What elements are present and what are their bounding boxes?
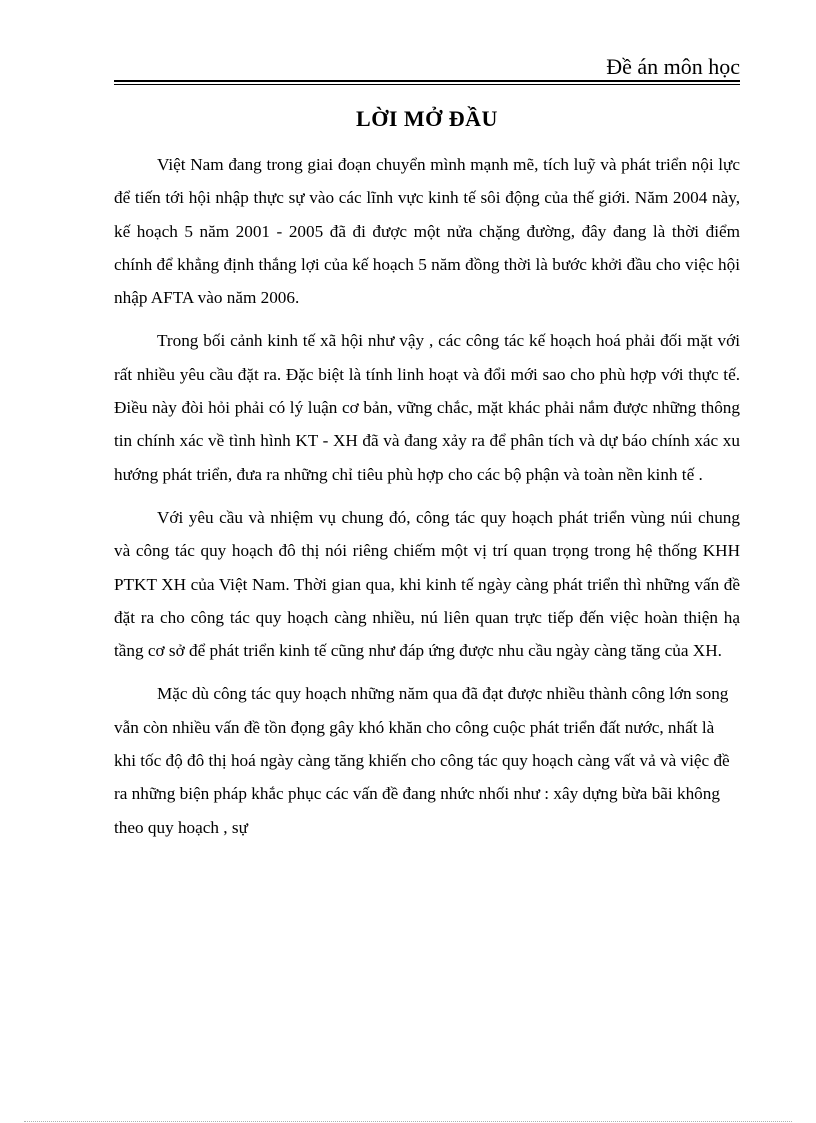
paragraph-2: Trong bối cảnh kinh tế xã hội như vậy , các công tác kế hoạch hoá phải đối mặt với rất nhiều yêu cầu đặt ra. Đặc biệt là tính linh hoạt và đổi mới sao cho phù hợp với thực tế. Điều này đòi hỏi phải có lý luận cơ bản, vững chắc, mặt khác phải nắm được những thông tin chính xác về tình hình KT - XH đã và đang xảy ra để phân tích và dự báo chính xác xu hướng phát triển, đưa ra những chỉ tiêu phù hợp cho các bộ phận và toàn nền kinh tế . <box>114 331 740 484</box>
paragraph-4: Mặc dù công tác quy hoạch những năm qua đã đạt được nhiều thành công lớn song vẫn còn nhiều vấn đề tồn đọng gây khó khăn cho công cuộc phát triển đất nước, nhất là khi tốc độ đô thị hoá ngày càng tăng khiến cho công tác quy hoạch càng vất vả và việc đề ra những biện pháp khắc phục các vấn đề đang nhức nhối như : xây dựng bừa bãi không theo quy hoạch , sự <box>114 684 730 837</box>
header-course-label: Đề án môn học <box>606 54 740 79</box>
paragraph-1: Việt Nam đang trong giai đoạn chuyển mình mạnh mẽ, tích luỹ và phát triển nội lực để tiến tới hội nhập thực sự vào các lĩnh vực kinh tế sôi động của thế giới. Năm 2004 này, kế hoạch 5 năm 2001 - 2005 đã đi được một nửa chặng đường, đây đang là thời điểm chính để khẳng định thắng lợi của kế hoạch 5 năm đồng thời là bước khởi đầu cho việc hội nhập AFTA vào năm 2006. <box>114 155 740 308</box>
paragraph-3: Với yêu cầu và nhiệm vụ chung đó, công tác quy hoạch phát triển vùng núi chung và công tác quy hoạch đô thị nói riêng chiếm một vị trí quan trọng trong hệ thống KHH PTKT XH của Việt Nam. Thời gian qua, khi kinh tế ngày càng phát triển thì những vấn đề đặt ra cho công tác quy hoạch càng nhiều, nú liên quan trực tiếp đến việc hoàn thiện hạ tầng cơ sở để phát triển kinh tế cũng như đáp ứng được nhu cầu ngày càng tăng của XH. <box>114 507 740 661</box>
body-text <box>114 148 740 854</box>
header-rule <box>114 80 740 85</box>
page-title: LỜI MỞ ĐẦU <box>356 106 498 131</box>
page-bottom-rule <box>24 1121 792 1122</box>
